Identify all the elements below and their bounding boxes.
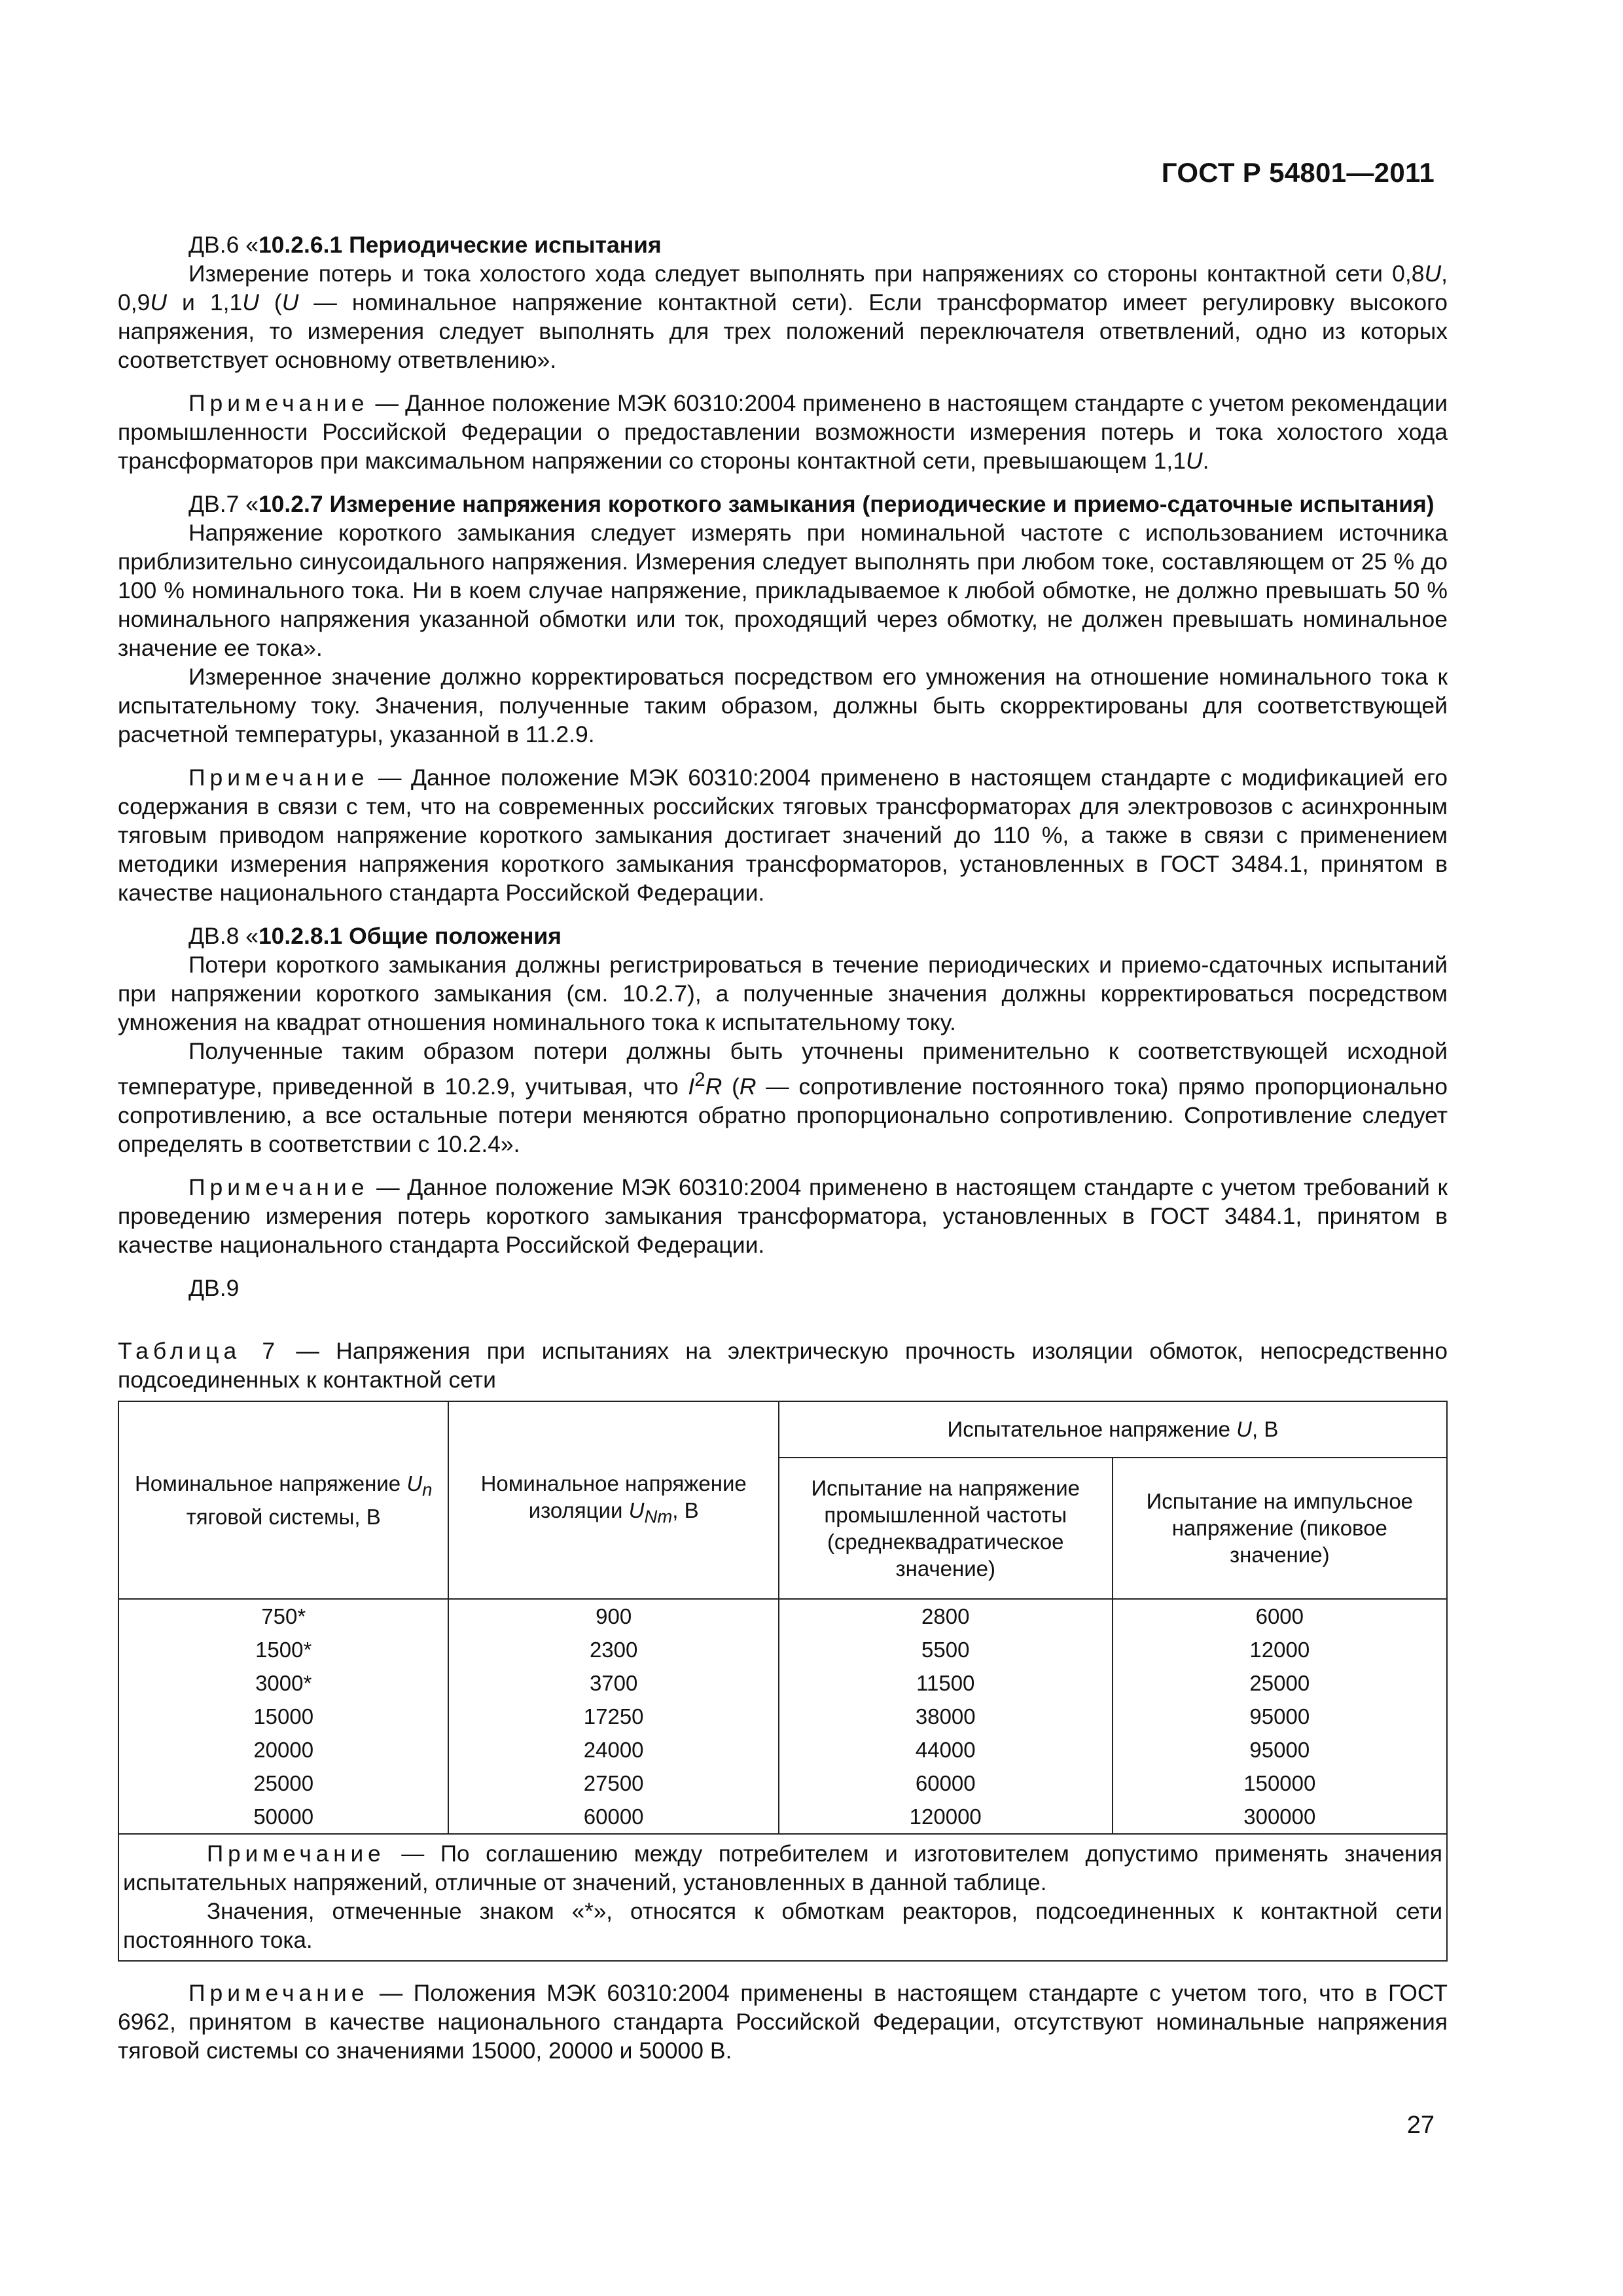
var-u: U: [406, 1471, 423, 1496]
table-row: [118, 1800, 1447, 1834]
db7-prefix: ДВ.7 «: [188, 491, 259, 517]
table-cell: 24000: [448, 1733, 778, 1767]
note-label: Примечание: [188, 1979, 369, 2006]
table-cell: 750*: [118, 1599, 448, 1633]
var-r: R: [739, 1073, 757, 1100]
table-cell: 2300: [448, 1633, 778, 1666]
db6-note: [118, 389, 1448, 475]
note-text: — Данное положение МЭК 60310:2004 применено в настоящем стандарте с модификацией его содержания в связи с тем, что на современных российских тяговых трансформаторах для электровозов с асинхронным тяговым приводом напряжение короткого замыкания достигает значений до 110 %, а также в связи с применением методики измерения напряжения короткого замыкания трансформаторов, установленных в ГОСТ 3484.1, принятом в качестве национального стандарта Российской Федерации.: [118, 764, 1448, 906]
db6-text: — номинальное напряжение контактной сети). Если трансформатор имеет регулировку высокого напряжения, то измерения следует выполнять для трех положений переключателя ответвлений, одно из которых соответствует основному ответвлению».: [118, 289, 1448, 373]
db7-heading-text: 10.2.7 Измерение напряжения короткого замыкания (периодические и приемо-сдаточные испытания): [258, 491, 1435, 517]
page-body: [118, 230, 1448, 2065]
voltage-table: [118, 1401, 1448, 1962]
db6-text: Измерение потерь и тока холостого хода следует выполнять при напряжениях со стороны контактной сети 0,8: [188, 260, 1425, 287]
table-cell: 50000: [118, 1800, 448, 1834]
var-i: I: [688, 1073, 695, 1100]
header-text: , В: [1252, 1417, 1279, 1442]
table-caption-text: — Напряжения при испытаниях на электрическую прочность изоляции обмоток, непосредственно подсоединенных к контактной сети: [118, 1337, 1448, 1393]
db8-prefix: ДВ.8 «: [188, 923, 259, 949]
superscript-2: 2: [694, 1069, 705, 1090]
table-caption-label: Таблица 7: [118, 1337, 280, 1364]
db7-heading: [118, 490, 1448, 518]
note-label: Примечание: [207, 1840, 385, 1867]
table-cell: 12000: [1113, 1633, 1447, 1666]
header-text: тяговой системы, В: [186, 1504, 381, 1529]
db8-paragraph: [118, 1037, 1448, 1158]
table-cell: 60000: [448, 1800, 778, 1834]
var-u: U: [150, 289, 167, 315]
header-text: Номинальное напряжение: [134, 1471, 407, 1496]
table-cell: 15000: [118, 1700, 448, 1733]
table-cell: 95000: [1113, 1733, 1447, 1767]
col-header-power-frequency: Испытание на напряжение промышленной частоты (среднеквадратическое значение): [779, 1458, 1113, 1599]
header-text: , В: [672, 1498, 699, 1523]
db8-text: Полученные таким образом потери должны быть уточнены применительно к соответствующей исходной температуре, приведенной в 10.2.9, учитывая, что: [118, 1038, 1448, 1100]
table-cell: 120000: [779, 1800, 1113, 1834]
table-cell: 44000: [779, 1733, 1113, 1767]
table-cell: 27500: [448, 1767, 778, 1800]
note-text: — Данное положение МЭК 60310:2004 применено в настоящем стандарте с учетом требований к проведению измерения потерь короткого замыкания трансформатора, установленных в ГОСТ 3484.1, принятом в качестве национального стандарта Российской Федерации.: [118, 1174, 1448, 1258]
subscript-nm: Nm: [644, 1506, 673, 1527]
table-cell: 3700: [448, 1666, 778, 1700]
table-cell: 60000: [779, 1767, 1113, 1800]
var-u: U: [1424, 260, 1442, 287]
db6-body: [118, 259, 1448, 374]
table-cell: 38000: [779, 1700, 1113, 1733]
table-cell: 17250: [448, 1700, 778, 1733]
note-text: .: [1202, 448, 1209, 474]
db8-text: — сопротивление постоянного тока) прямо пропорционально сопротивлению, а все остальные потери меняются обратно пропорционально сопротивлению. Сопротивление следует определять в соответствии с 10.2.4».: [118, 1073, 1448, 1157]
subscript-n: n: [422, 1479, 433, 1500]
table-row: [118, 1700, 1447, 1733]
page-number: 27: [1406, 2111, 1435, 2139]
db8-heading: [118, 922, 1448, 950]
table-row: [118, 1666, 1447, 1700]
var-u: U: [242, 289, 259, 315]
table-row: [118, 1599, 1447, 1633]
table-note: [118, 1834, 1447, 1961]
table-cell: 25000: [118, 1767, 448, 1800]
table-cell: 3000*: [118, 1666, 448, 1700]
col-header-system-voltage: [118, 1401, 448, 1599]
col-header-insulation-voltage: [448, 1401, 778, 1599]
table-cell: 20000: [118, 1733, 448, 1767]
db7-note: [118, 763, 1448, 907]
db7-paragraph: Напряжение короткого замыкания следует измерять при номинальной частоте с использованием источника приблизительно синусоидального напряжения. Измерения следует выполнять при любом токе, составляющем от 25 % до 100 % номинального тока. Ни в коем случае напряжение, прикладываемое к любой обмотке, не должно превышать 50 % номинального напряжения указанной обмотки или ток, проходящий через обмотку, не должен превышать номинальное значение ее тока».: [118, 520, 1448, 661]
col-header-test-voltage: [779, 1401, 1447, 1458]
table-row: [118, 1633, 1447, 1666]
note-label: Примечание: [188, 390, 369, 416]
table-cell: 900: [448, 1599, 778, 1633]
db6-heading: [118, 230, 1448, 259]
col-header-impulse: Испытание на импульсное напряжение (пиковое значение): [1113, 1458, 1447, 1599]
var-r: R: [705, 1073, 722, 1100]
db8-paragraph: Потери короткого замыкания должны регистрироваться в течение периодических и приемо-сдаточных испытаний при напряжении короткого замыкания (см. 10.2.7), а полученные значения должны корректироваться посредством умножения на квадрат отношения номинального тока к испытательному току.: [118, 952, 1448, 1035]
var-u: U: [281, 289, 299, 315]
note-text: — По соглашению между потребителем и изготовителем допустимо применять значения испытательных напряжений, отличные от значений, установленных в данной таблице.: [123, 1840, 1442, 1895]
db6-text: , 0,9: [118, 260, 1448, 315]
db9-label: ДВ.9: [188, 1274, 240, 1301]
table-row: [118, 1733, 1447, 1767]
table-cell: 300000: [1113, 1800, 1447, 1834]
db8-note: [118, 1173, 1448, 1259]
note-text: — Положения МЭК 60310:2004 применены в настоящем стандарте с учетом того, что в ГОСТ 6962, принятом в качестве национального стандарта Российской Федерации, отсутствуют номинальные напряжения тяговой системы со значениями 15000, 20000 и 50000 В.: [118, 1979, 1448, 2064]
note-text: Значения, отмеченные знаком «*», относятся к обмоткам реакторов, подсоединенных к контактной сети постоянного тока.: [123, 1898, 1442, 1953]
var-u: U: [628, 1498, 645, 1523]
var-u: U: [1236, 1417, 1252, 1442]
db8-heading-text: 10.2.8.1 Общие положения: [258, 923, 562, 949]
note-label: Примечание: [188, 764, 369, 791]
db6-text: (: [259, 289, 282, 315]
db7-paragraph: Измеренное значение должно корректироваться посредством его умножения на отношение номинального тока к испытательному току. Значения, полученные таким образом, должны быть скорректированы для соответствующей расчетной температуры, указанной в 11.2.9.: [118, 664, 1448, 747]
table-cell: 11500: [779, 1666, 1113, 1700]
note-label: Примечание: [188, 1174, 369, 1200]
db6-prefix: ДВ.6 «: [188, 232, 259, 258]
db8-text: (: [722, 1073, 740, 1100]
table-caption: [118, 1336, 1448, 1394]
table-cell: 6000: [1113, 1599, 1447, 1633]
db6-text: и 1,1: [167, 289, 243, 315]
header-text: Номинальное напряжение изоляции: [480, 1471, 747, 1523]
table-cell: 95000: [1113, 1700, 1447, 1733]
table-cell: 25000: [1113, 1666, 1447, 1700]
table-cell: 2800: [779, 1599, 1113, 1633]
final-note: [118, 1979, 1448, 2065]
table-cell: 150000: [1113, 1767, 1447, 1800]
table-cell: 1500*: [118, 1633, 448, 1666]
header-text: Испытательное напряжение: [947, 1417, 1237, 1442]
standard-id: ГОСТ Р 54801—2011: [1161, 157, 1435, 188]
table-row: [118, 1767, 1447, 1800]
var-u: U: [1185, 448, 1203, 474]
table-cell: 5500: [779, 1633, 1113, 1666]
note-text: — Данное положение МЭК 60310:2004 применено в настоящем стандарте с учетом рекомендации промышленности Российской Федерации о предоставлении возможности измерения потерь и тока холостого хода трансформаторов при максимальном напряжении со стороны контактной сети, превышающем 1,1: [118, 390, 1448, 474]
db6-heading-text: 10.2.6.1 Периодические испытания: [258, 232, 662, 258]
